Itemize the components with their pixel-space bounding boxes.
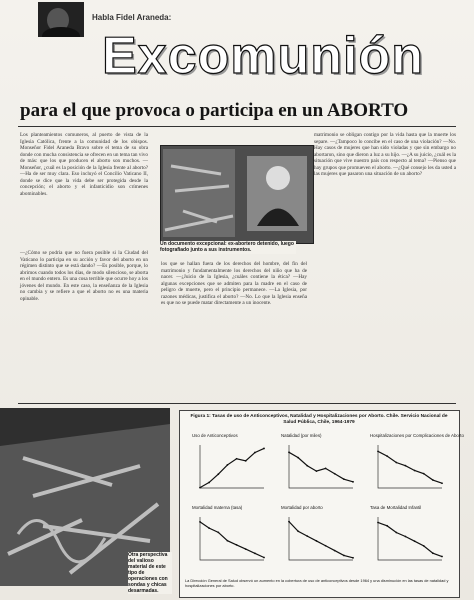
data-point: [227, 464, 229, 466]
data-point: [245, 548, 247, 550]
data-point: [217, 531, 219, 533]
data-point: [208, 482, 210, 484]
series-line: [289, 452, 353, 482]
data-point: [236, 544, 238, 546]
chart-svg-4: [281, 513, 357, 568]
data-point: [297, 457, 299, 459]
middle-divider: [18, 403, 456, 404]
data-point: [236, 458, 238, 460]
data-point: [325, 468, 327, 470]
left-column-text: Los planteamientos comuneros, al puerto de vista de la Iglesia Católica, frente a la comunidad de los obispos. Monseñor Fidel Araneda Bravo sobre el tema de su obra donde con mucha consistencia se ofrecen en un tema tan vivo de más: que los que producen el aborto son muchos. —Monseñor, ¿cuál es la posición de la Iglesia frente al aborto? —Ha de ser muy clara. Eso incluyó el Concilio Vaticano II, donde se dice que la vida debe ser protegida desde la concepción; el aborto y el infanticidio son crímenes abominables.: [20, 132, 148, 197]
data-point: [217, 473, 219, 475]
instrument-photo: [160, 145, 314, 244]
panel-label-maternal: Mortalidad materna (tasa): [192, 505, 243, 510]
top-divider: [18, 126, 456, 127]
data-point: [343, 555, 345, 557]
data-point: [245, 460, 247, 462]
data-point: [199, 487, 201, 489]
panel-label-abortion-mortality: Mortalidad por aborto: [281, 505, 323, 510]
right-column-text: matrimonio se obligan contigo por la vida hasta que la muerte los separe. —¿Tampoco lo concibe en el caso de una violación? —No. Hay casos de mujeres que han sido violadas y que sin embargo no abortaron, sino que dieron a luz a su hijo. —¿A su juicio, ¿cuál es la situación que vive nuestro país con respecto al tema? —Pienso que hay grupos que promueven el aborto. —¿Qué consejo les da usted a las mujeres que pasaron una situación de un aborto?: [314, 132, 456, 177]
data-point: [432, 479, 434, 481]
data-point: [441, 556, 443, 558]
data-point: [297, 530, 299, 532]
data-point: [405, 465, 407, 467]
data-point: [343, 478, 345, 480]
data-point: [386, 455, 388, 457]
data-point: [306, 465, 308, 467]
data-point: [352, 481, 354, 483]
data-point: [395, 532, 397, 534]
chart-svg-2: [370, 441, 446, 496]
data-point: [352, 557, 354, 559]
chart-svg-3: [192, 513, 268, 568]
data-point: [254, 552, 256, 554]
panel-label-infant-mortality: Tasa de Mortalidad Infantil: [370, 505, 422, 510]
middle-column-text: los que se hallan fuera de los derechos del hombre, del fin del matrimonio y fundamentalmente los derechos del niño que ha de nacer. —¿Juicio de la Iglesia, ¿cuáles contiene la ética? —Hay algunas excepciones que se admiten para la madre en el caso de peligro de muerte, pero el principio permanece. —La Iglesia, por razones médicas, justifica el aborto? —No. Lo que la Iglesia enseña es que no se puede matar directamente a un inocente.: [161, 261, 307, 306]
data-point: [288, 451, 290, 453]
chart-svg-0: [192, 441, 268, 496]
chart-note: La Dirección General de Salud observó un aumento en la cobertura de uso de anticonceptivos desde 1964 y una disminución en las tasas de natalidad y hospitalizaciones por aborto.: [185, 578, 449, 588]
data-point: [414, 540, 416, 542]
data-point: [423, 473, 425, 475]
panel-label-hospitalizations: Hospitalizaciones por Complicaciones de Aborto: [370, 433, 464, 438]
instrument-photo-art: [161, 146, 313, 243]
chart-svg-1: [281, 441, 357, 496]
data-point: [288, 521, 290, 523]
data-point: [377, 522, 379, 524]
photo-caption: Un documento excepcional: ex-abortero detenido, luego fotografiado junto a sus instrumentos.: [160, 241, 296, 254]
data-point: [423, 545, 425, 547]
chart-svg-5: [370, 513, 446, 568]
data-point: [254, 452, 256, 454]
data-point: [441, 482, 443, 484]
lower-photo-caption: Otra perspectiva del valioso material de este tipo de operaciones con sondas y chicas desarmadas.: [128, 552, 172, 594]
data-point: [334, 473, 336, 475]
chart-contraceptives: [192, 433, 268, 496]
kicker: Habla Fidel Araneda:: [92, 13, 172, 22]
data-point: [316, 540, 318, 542]
subheadline: para el que provoca o participa en un ABORTO: [20, 100, 409, 121]
data-point: [334, 550, 336, 552]
data-point: [377, 450, 379, 452]
chart-infant-mortality: [370, 505, 446, 568]
data-point: [325, 545, 327, 547]
statistics-chart-panel: [179, 410, 464, 598]
chart-maternal-mortality: [192, 505, 268, 568]
data-point: [199, 521, 201, 523]
data-point: [316, 470, 318, 472]
data-point: [414, 470, 416, 472]
left-column-text-2: —¿Cómo se podría que no fuera posible si la Ciudad del Vaticano lo participa en su acción y favor del aborto en un régimen distinto que se está dando? —Es posible, porque, lo abrimos cuando todos los días, de modo silencioso, se aborta en el mundo entero. Es una cosa terrible que ocurre hoy a los jóvenes del mundo. En este caso, la enseñanza de la Iglesia no cambia y se refiere a que el aborto no es una materia opinable.: [20, 250, 148, 302]
axis: [378, 445, 442, 488]
data-point: [306, 535, 308, 537]
chart-abortion-mortality: [281, 505, 357, 568]
panel-label-birth-rate: Natalidad (por miles): [281, 433, 322, 438]
data-point: [208, 527, 210, 529]
data-point: [405, 536, 407, 538]
data-point: [386, 525, 388, 527]
data-point: [263, 448, 265, 450]
series-line: [378, 522, 442, 556]
data-point: [227, 540, 229, 542]
data-point: [395, 462, 397, 464]
headline: Excomunión: [102, 27, 425, 85]
chart-title: Figura 1: Tasas de uso de Anticonceptivos, Natalidad y Hospitalizaciones por Aborto. Chile. Servicio Nacional de Salud Pública, Chile, 1964-1979: [190, 414, 448, 425]
panel-label-contraceptives: Uso de Anticonceptivos: [192, 433, 238, 438]
chart-birth-rate: [281, 433, 357, 496]
speaker-portrait: [38, 2, 84, 37]
axis: [289, 445, 353, 488]
series-line: [289, 522, 353, 558]
data-point: [263, 557, 265, 559]
axis: [289, 517, 353, 560]
series-line: [200, 522, 264, 558]
chart-abortion-hospitalizations: [370, 433, 464, 496]
data-point: [432, 552, 434, 554]
